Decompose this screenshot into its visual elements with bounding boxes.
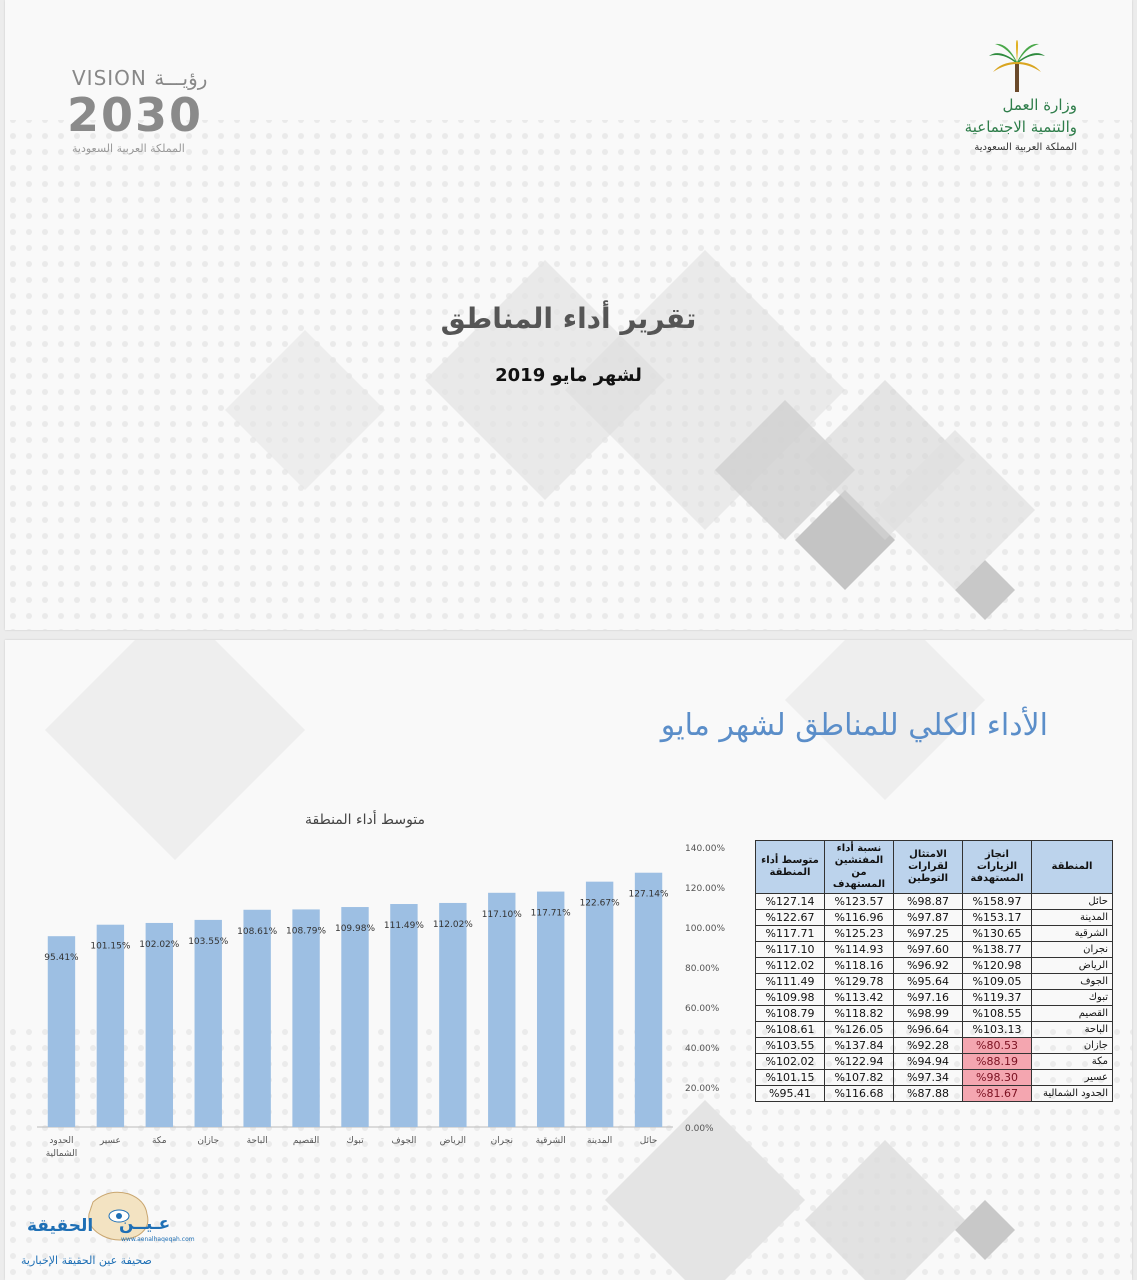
- x-tick-label: المدينة: [587, 1136, 613, 1146]
- cell-average: %111.49: [756, 974, 825, 990]
- performance-slide: [5, 640, 1132, 1280]
- bar: [488, 893, 515, 1127]
- cell-compliance: %96.64: [894, 1022, 963, 1038]
- bar: [97, 925, 124, 1127]
- cell-average: %117.71: [756, 926, 825, 942]
- table-row: [756, 1022, 1113, 1038]
- cell-compliance: %97.16: [894, 990, 963, 1006]
- cell-inspectors: %116.68: [825, 1086, 894, 1102]
- performance-table: [755, 840, 1113, 1102]
- y-tick-label: 40.00%: [685, 1044, 720, 1054]
- chart-title: متوسط أداء المنطقة: [305, 812, 426, 828]
- header-inspectors: نسبة أداء المفتشين من المستهدف: [825, 841, 894, 894]
- cell-inspectors: %118.82: [825, 1006, 894, 1022]
- table-header-row: [756, 841, 1113, 894]
- bar-data-label: 127.14%: [628, 889, 669, 900]
- bar: [292, 909, 319, 1127]
- bar: [195, 920, 222, 1127]
- ministry-name-2: والتنمية الاجتماعية: [964, 118, 1077, 136]
- cell-compliance: %97.60: [894, 942, 963, 958]
- cell-compliance: %97.34: [894, 1070, 963, 1086]
- vision-country: المملكة العربية السعودية: [72, 142, 185, 155]
- table-row: [756, 1070, 1113, 1086]
- cell-visits: %88.19: [963, 1054, 1032, 1070]
- bar-data-label: 108.61%: [237, 926, 278, 937]
- y-tick-label: 60.00%: [685, 1004, 720, 1014]
- header-visits: انجاز الزيارات المستهدفة: [963, 841, 1032, 894]
- bar-chart: [5, 830, 745, 1170]
- cell-average: %112.02: [756, 958, 825, 974]
- x-tick-label: حائل: [639, 1136, 658, 1146]
- cover-slide: [5, 0, 1132, 630]
- cell-region: حائل: [1032, 894, 1113, 910]
- header-region: المنطقة: [1032, 841, 1113, 894]
- cell-compliance: %97.25: [894, 926, 963, 942]
- cell-inspectors: %129.78: [825, 974, 894, 990]
- cell-region: الجوف: [1032, 974, 1113, 990]
- cell-region: الحدود الشمالية: [1032, 1086, 1113, 1102]
- cell-inspectors: %113.42: [825, 990, 894, 1006]
- cell-compliance: %87.88: [894, 1086, 963, 1102]
- table-row: [756, 926, 1113, 942]
- bar: [146, 923, 173, 1127]
- vision-2030-logo: [67, 64, 267, 164]
- table-row: [756, 990, 1113, 1006]
- cell-average: %95.41: [756, 1086, 825, 1102]
- cell-compliance: %94.94: [894, 1054, 963, 1070]
- cell-visits: %158.97: [963, 894, 1032, 910]
- x-tick-label: تبوك: [346, 1136, 364, 1146]
- bar: [390, 904, 417, 1127]
- bar-data-label: 109.98%: [334, 924, 376, 935]
- cell-region: المدينة: [1032, 910, 1113, 926]
- cell-inspectors: %118.16: [825, 958, 894, 974]
- cell-visits: %153.17: [963, 910, 1032, 926]
- bar-data-label: 101.15%: [90, 941, 131, 952]
- cell-region: الرياض: [1032, 958, 1113, 974]
- watermark-url: www.aenalhaqeqah.com: [121, 1236, 195, 1243]
- x-tick-label: القصيم: [292, 1136, 320, 1146]
- x-tick-label: نجران: [490, 1136, 513, 1146]
- x-tick-label: عسير: [99, 1136, 121, 1146]
- cell-inspectors: %114.93: [825, 942, 894, 958]
- cell-compliance: %98.87: [894, 894, 963, 910]
- bar-data-label: 102.02%: [139, 939, 180, 950]
- bar: [635, 873, 662, 1127]
- x-tick-label: الشرقية: [535, 1136, 566, 1146]
- table-row: [756, 894, 1113, 910]
- x-tick-label: جازان: [197, 1136, 220, 1146]
- vision-label: VISION رؤيـــة: [72, 66, 208, 90]
- bar-data-label: 95.41%: [44, 953, 79, 964]
- x-tick-label-part: الشمالية: [45, 1149, 78, 1159]
- y-tick-label: 140.00%: [685, 844, 726, 854]
- cell-region: القصيم: [1032, 1006, 1113, 1022]
- cell-average: %127.14: [756, 894, 825, 910]
- cell-region: مكة: [1032, 1054, 1113, 1070]
- cell-average: %103.55: [756, 1038, 825, 1054]
- bar-data-label: 103.55%: [188, 936, 229, 947]
- palm-tree-icon: [987, 40, 1047, 95]
- cell-visits: %130.65: [963, 926, 1032, 942]
- cell-visits: %138.77: [963, 942, 1032, 958]
- ministry-country: المملكة العربية السعودية: [974, 142, 1077, 153]
- bar-data-label: 112.02%: [432, 919, 473, 930]
- cell-inspectors: %107.82: [825, 1070, 894, 1086]
- cell-inspectors: %126.05: [825, 1022, 894, 1038]
- table-row: [756, 942, 1113, 958]
- bar-data-label: 117.10%: [481, 909, 522, 920]
- bar: [439, 903, 466, 1127]
- cell-compliance: %98.99: [894, 1006, 963, 1022]
- y-tick-label: 100.00%: [685, 924, 726, 934]
- cell-compliance: %95.64: [894, 974, 963, 990]
- bar: [586, 882, 613, 1127]
- cell-region: عسير: [1032, 1070, 1113, 1086]
- cell-inspectors: %122.94: [825, 1054, 894, 1070]
- y-tick-label: 20.00%: [685, 1084, 720, 1094]
- watermark-eye: عـيــن: [119, 1214, 171, 1234]
- cell-inspectors: %116.96: [825, 910, 894, 926]
- cell-region: نجران: [1032, 942, 1113, 958]
- table-row: [756, 1054, 1113, 1070]
- watermark-tagline: صحيفة عين الحقيقة الإخبارية: [21, 1254, 152, 1267]
- x-tick-label: الرياض: [439, 1136, 467, 1146]
- bar: [243, 910, 270, 1127]
- header-average: متوسط أداء المنطقة: [756, 841, 825, 894]
- cell-visits: %98.30: [963, 1070, 1032, 1086]
- cell-compliance: %96.92: [894, 958, 963, 974]
- x-tick-label-part: الحدود: [49, 1136, 74, 1146]
- bar: [48, 936, 75, 1127]
- cell-average: %109.98: [756, 990, 825, 1006]
- table-row: [756, 1038, 1113, 1054]
- cell-visits: %109.05: [963, 974, 1032, 990]
- cell-average: %117.10: [756, 942, 825, 958]
- header-compliance: الامتثال لقرارات التوطين: [894, 841, 963, 894]
- cell-visits: %119.37: [963, 990, 1032, 1006]
- table-row: [756, 974, 1113, 990]
- cell-inspectors: %125.23: [825, 926, 894, 942]
- bar: [341, 907, 368, 1127]
- x-tick-label: مكة: [151, 1136, 167, 1146]
- cell-region: الشرقية: [1032, 926, 1113, 942]
- cell-region: جازان: [1032, 1038, 1113, 1054]
- cell-inspectors: %123.57: [825, 894, 894, 910]
- cell-compliance: %92.28: [894, 1038, 963, 1054]
- table-row: [756, 1086, 1113, 1102]
- ministry-name-1: وزارة العمل: [1002, 96, 1077, 114]
- watermark-name: الحقيقة: [27, 1216, 94, 1236]
- cell-visits: %103.13: [963, 1022, 1032, 1038]
- bar-data-label: 122.67%: [579, 898, 620, 909]
- cell-average: %108.79: [756, 1006, 825, 1022]
- ministry-logo: [897, 40, 1077, 160]
- cell-region: تبوك: [1032, 990, 1113, 1006]
- bar: [537, 892, 564, 1127]
- cell-region: الباحة: [1032, 1022, 1113, 1038]
- cell-visits: %120.98: [963, 958, 1032, 974]
- cell-average: %102.02: [756, 1054, 825, 1070]
- bar-data-label: 117.71%: [530, 908, 571, 919]
- y-tick-label: 120.00%: [685, 884, 726, 894]
- watermark-logo: [19, 1188, 199, 1278]
- table-row: [756, 910, 1113, 926]
- cell-visits: %80.53: [963, 1038, 1032, 1054]
- bar-data-label: 108.79%: [286, 926, 327, 937]
- table-row: [756, 958, 1113, 974]
- cell-inspectors: %137.84: [825, 1038, 894, 1054]
- report-title: تقرير أداء المناطق: [440, 302, 697, 335]
- vision-year: 2030: [67, 88, 204, 142]
- report-subtitle: لشهر مايو 2019: [495, 365, 642, 386]
- cell-average: %108.61: [756, 1022, 825, 1038]
- x-tick-label: الباحة: [246, 1136, 268, 1146]
- cell-average: %101.15: [756, 1070, 825, 1086]
- y-tick-label: 80.00%: [685, 964, 720, 974]
- x-tick-label: الجوف: [391, 1136, 417, 1146]
- cell-visits: %81.67: [963, 1086, 1032, 1102]
- bar-data-label: 111.49%: [383, 921, 424, 932]
- y-tick-label: 0.00%: [685, 1124, 714, 1134]
- table-row: [756, 1006, 1113, 1022]
- cell-visits: %108.55: [963, 1006, 1032, 1022]
- slide-title: الأداء الكلي للمناطق لشهر مايو: [660, 708, 1048, 743]
- cell-average: %122.67: [756, 910, 825, 926]
- cell-compliance: %97.87: [894, 910, 963, 926]
